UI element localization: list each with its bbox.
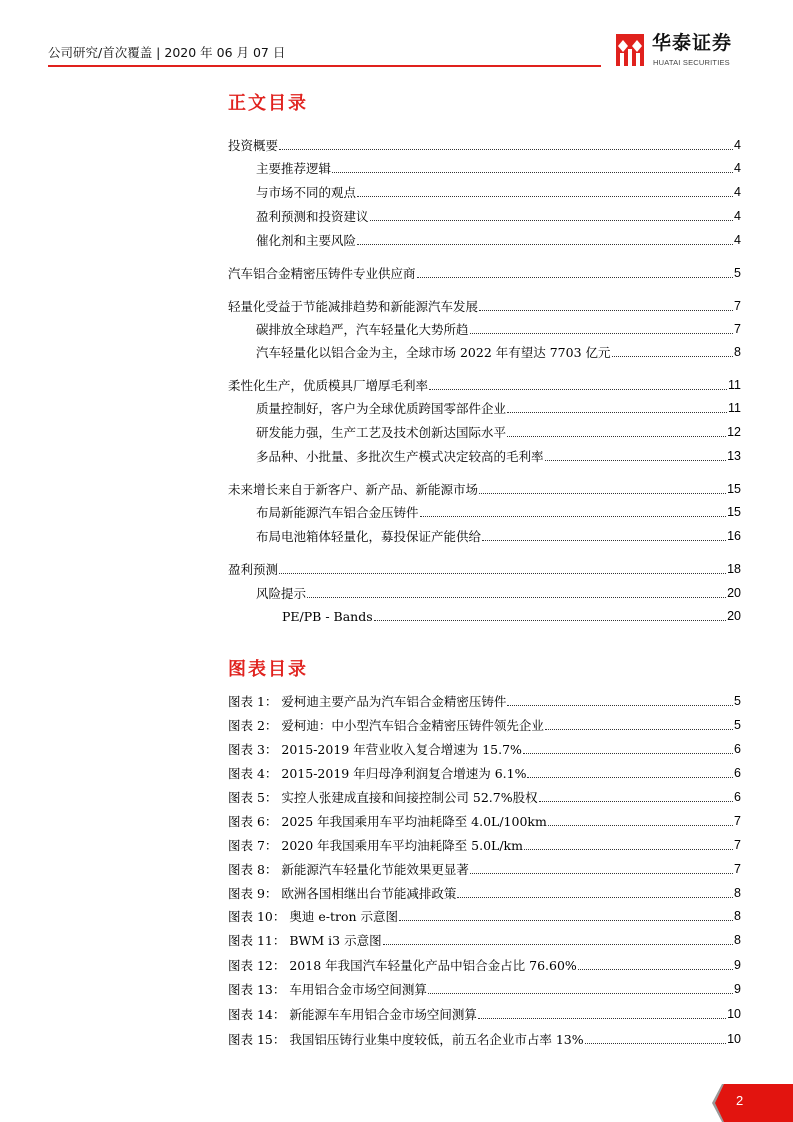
- dot-leader: [457, 897, 733, 898]
- entry-label: 质量控制好，客户为全球优质跨国零部件企业: [256, 401, 507, 416]
- toc-entry[interactable]: [256, 321, 741, 337]
- fig-entry[interactable]: [228, 1031, 741, 1047]
- entry-page: 7: [734, 838, 741, 852]
- entry-page: 9: [734, 982, 741, 996]
- toc-entry[interactable]: [228, 377, 741, 393]
- huatai-logo: [616, 33, 750, 69]
- dot-leader: [399, 920, 733, 921]
- dot-leader: [524, 849, 733, 850]
- entry-page: 10: [727, 1032, 741, 1046]
- fig-entry[interactable]: [228, 765, 741, 781]
- dot-leader: [428, 993, 733, 994]
- toc-entry[interactable]: [256, 448, 741, 464]
- fig-entry[interactable]: [228, 693, 741, 709]
- entry-label: 图表 4： 2015-2019 年归母净利润复合增速为 6.1%: [228, 766, 527, 781]
- entry-page: 5: [734, 694, 741, 708]
- entry-page: 7: [734, 862, 741, 876]
- entry-label: 图表 8： 新能源汽车轻量化节能效果更显著: [228, 862, 469, 877]
- entry-page: 4: [734, 161, 741, 175]
- entry-page: 13: [727, 449, 741, 463]
- entry-page: 8: [734, 345, 741, 359]
- entry-label: PE/PB - Bands: [282, 609, 373, 624]
- dot-leader: [545, 729, 733, 730]
- dot-leader: [279, 573, 726, 574]
- entry-page: 11: [728, 378, 741, 392]
- entry-page: 4: [734, 185, 741, 199]
- dot-leader: [507, 705, 733, 706]
- toc-entry[interactable]: [228, 265, 741, 281]
- entry-page: 6: [734, 742, 741, 756]
- entry-label: 图表 13： 车用铝合金市场空间测算: [228, 982, 427, 997]
- entry-page: 5: [734, 266, 741, 280]
- fig-entry[interactable]: [228, 1006, 741, 1022]
- toc-entry[interactable]: [228, 298, 741, 314]
- dot-leader: [507, 436, 726, 437]
- entry-page: 16: [727, 529, 741, 543]
- toc-entry[interactable]: [282, 608, 741, 624]
- toc-title: 正文目录: [228, 93, 308, 114]
- logo-chinese: 华泰证券: [652, 32, 733, 54]
- entry-page: 4: [734, 233, 741, 247]
- toc-entry[interactable]: [256, 585, 741, 601]
- entry-page: 20: [727, 609, 741, 623]
- fig-entry[interactable]: [228, 741, 741, 757]
- entry-label: 图表 3： 2015-2019 年营业收入复合增速为 15.7%: [228, 742, 522, 757]
- entry-page: 4: [734, 138, 741, 152]
- entry-page: 6: [734, 766, 741, 780]
- entry-page: 15: [727, 505, 741, 519]
- dot-leader: [527, 777, 733, 778]
- entry-label: 催化剂和主要风险: [256, 233, 357, 248]
- entry-label: 碳排放全球趋严，汽车轻量化大势所趋: [256, 322, 469, 337]
- entry-page: 8: [734, 909, 741, 923]
- entry-page: 7: [734, 299, 741, 313]
- entry-label: 图表 14： 新能源车车用铝合金市场空间测算: [228, 1007, 477, 1022]
- entry-page: 9: [734, 958, 741, 972]
- fig-entry[interactable]: [228, 957, 741, 973]
- toc-entry[interactable]: [256, 528, 741, 544]
- dot-leader: [357, 196, 733, 197]
- dot-leader: [307, 597, 726, 598]
- header-divider: [48, 65, 601, 67]
- entry-label: 图表 15： 我国铝压铸行业集中度较低，前五名企业市占率 13%: [228, 1032, 584, 1047]
- dot-leader: [479, 493, 726, 494]
- logo-english: HUATAI SECURITIES: [653, 58, 730, 67]
- page-tab: [710, 1084, 793, 1122]
- dot-leader: [482, 540, 726, 541]
- fig-entry[interactable]: [228, 717, 741, 733]
- page-number: 2: [736, 1093, 744, 1108]
- entry-label: 轻量化受益于节能减排趋势和新能源汽车发展: [228, 299, 479, 314]
- toc-entry[interactable]: [256, 232, 741, 248]
- dot-leader: [374, 620, 726, 621]
- entry-page: 12: [727, 425, 741, 439]
- entry-label: 多品种、小批量、多批次生产模式决定较高的毛利率: [256, 449, 544, 464]
- toc-entry[interactable]: [256, 344, 741, 360]
- dot-leader: [548, 825, 733, 826]
- entry-label: 汽车铝合金精密压铸件专业供应商: [228, 266, 416, 281]
- entry-page: 4: [734, 209, 741, 223]
- dot-leader: [523, 753, 733, 754]
- entry-label: 布局电池箱体轻量化，募投保证产能供给: [256, 529, 482, 544]
- entry-page: 10: [727, 1007, 741, 1021]
- entry-label: 图表 9： 欧洲各国相继出台节能减排政策: [228, 886, 457, 901]
- entry-label: 图表 11： BWM i3 示意图: [228, 933, 382, 948]
- entry-label: 图表 6： 2025 年我国乘用车平均油耗降至 4.0L/100km: [228, 814, 547, 829]
- dot-leader: [383, 944, 733, 945]
- entry-label: 投资概要: [228, 138, 279, 153]
- fig-entry[interactable]: [228, 885, 741, 901]
- toc-entry[interactable]: [256, 504, 741, 520]
- toc-entry[interactable]: [228, 481, 741, 497]
- dot-leader: [479, 310, 733, 311]
- entry-page: 8: [734, 886, 741, 900]
- logo-mark-icon: [616, 34, 644, 66]
- fig-entry[interactable]: [228, 837, 741, 853]
- entry-page: 15: [727, 482, 741, 496]
- dot-leader: [417, 277, 734, 278]
- entry-label: 图表 12： 2018 年我国汽车轻量化产品中铝合金占比 76.60%: [228, 958, 577, 973]
- dot-leader: [357, 244, 733, 245]
- fig-entry[interactable]: [228, 813, 741, 829]
- toc-entry[interactable]: [256, 400, 741, 416]
- entry-label: 盈利预测和投资建议: [256, 209, 369, 224]
- entry-label: 图表 10： 奥迪 e-tron 示意图: [228, 909, 398, 924]
- dot-leader: [539, 801, 733, 802]
- entry-page: 20: [727, 586, 741, 600]
- toc-entry[interactable]: [256, 160, 741, 176]
- dot-leader: [420, 516, 727, 517]
- dot-leader: [332, 172, 733, 173]
- entry-label: 图表 7： 2020 年我国乘用车平均油耗降至 5.0L/km: [228, 838, 523, 853]
- fig-entry[interactable]: [228, 908, 741, 924]
- dot-leader: [470, 333, 734, 334]
- entry-page: 5: [734, 718, 741, 732]
- dot-leader: [429, 389, 727, 390]
- fig-entry[interactable]: [228, 789, 741, 805]
- entry-page: 18: [727, 562, 741, 576]
- entry-page: 7: [734, 322, 741, 336]
- entry-label: 研发能力强，生产工艺及技术创新达国际水平: [256, 425, 507, 440]
- entry-page: 11: [728, 401, 741, 415]
- entry-page: 7: [734, 814, 741, 828]
- entry-label: 与市场不同的观点: [256, 185, 357, 200]
- entry-page: 8: [734, 933, 741, 947]
- figures-title: 图表目录: [228, 659, 308, 680]
- toc-entry[interactable]: [228, 137, 741, 153]
- entry-label: 图表 2： 爱柯迪：中小型汽车铝合金精密压铸件领先企业: [228, 718, 544, 733]
- entry-page: 6: [734, 790, 741, 804]
- toc-entry[interactable]: [228, 561, 741, 577]
- entry-label: 图表 5： 实控人张建成直接和间接控制公司 52.7%股权: [228, 790, 538, 805]
- dot-leader: [279, 149, 733, 150]
- entry-label: 盈利预测: [228, 562, 279, 577]
- dot-leader: [470, 873, 733, 874]
- dot-leader: [507, 412, 727, 413]
- dot-leader: [612, 356, 734, 357]
- dot-leader: [370, 220, 734, 221]
- dot-leader: [585, 1043, 726, 1044]
- entry-label: 柔性化生产，优质模具厂增厚毛利率: [228, 378, 429, 393]
- fig-entry[interactable]: [228, 861, 741, 877]
- dot-leader: [478, 1018, 726, 1019]
- header-text: 公司研究/首次覆盖 | 2020 年 06 月 07 日: [48, 45, 286, 60]
- toc-entry[interactable]: [256, 208, 741, 224]
- entry-label: 布局新能源汽车铝合金压铸件: [256, 505, 419, 520]
- entry-label: 图表 1： 爱柯迪主要产品为汽车铝合金精密压铸件: [228, 694, 507, 709]
- dot-leader: [545, 460, 727, 461]
- entry-label: 主要推荐逻辑: [256, 161, 332, 176]
- entry-label: 未来增长来自于新客户、新产品、新能源市场: [228, 482, 479, 497]
- dot-leader: [578, 969, 733, 970]
- fig-entry[interactable]: [228, 981, 741, 997]
- toc-entry[interactable]: [256, 424, 741, 440]
- entry-label: 风险提示: [256, 586, 307, 601]
- toc-entry[interactable]: [256, 184, 741, 200]
- fig-entry[interactable]: [228, 932, 741, 948]
- entry-label: 汽车轻量化以铝合金为主，全球市场 2022 年有望达 7703 亿元: [256, 345, 611, 360]
